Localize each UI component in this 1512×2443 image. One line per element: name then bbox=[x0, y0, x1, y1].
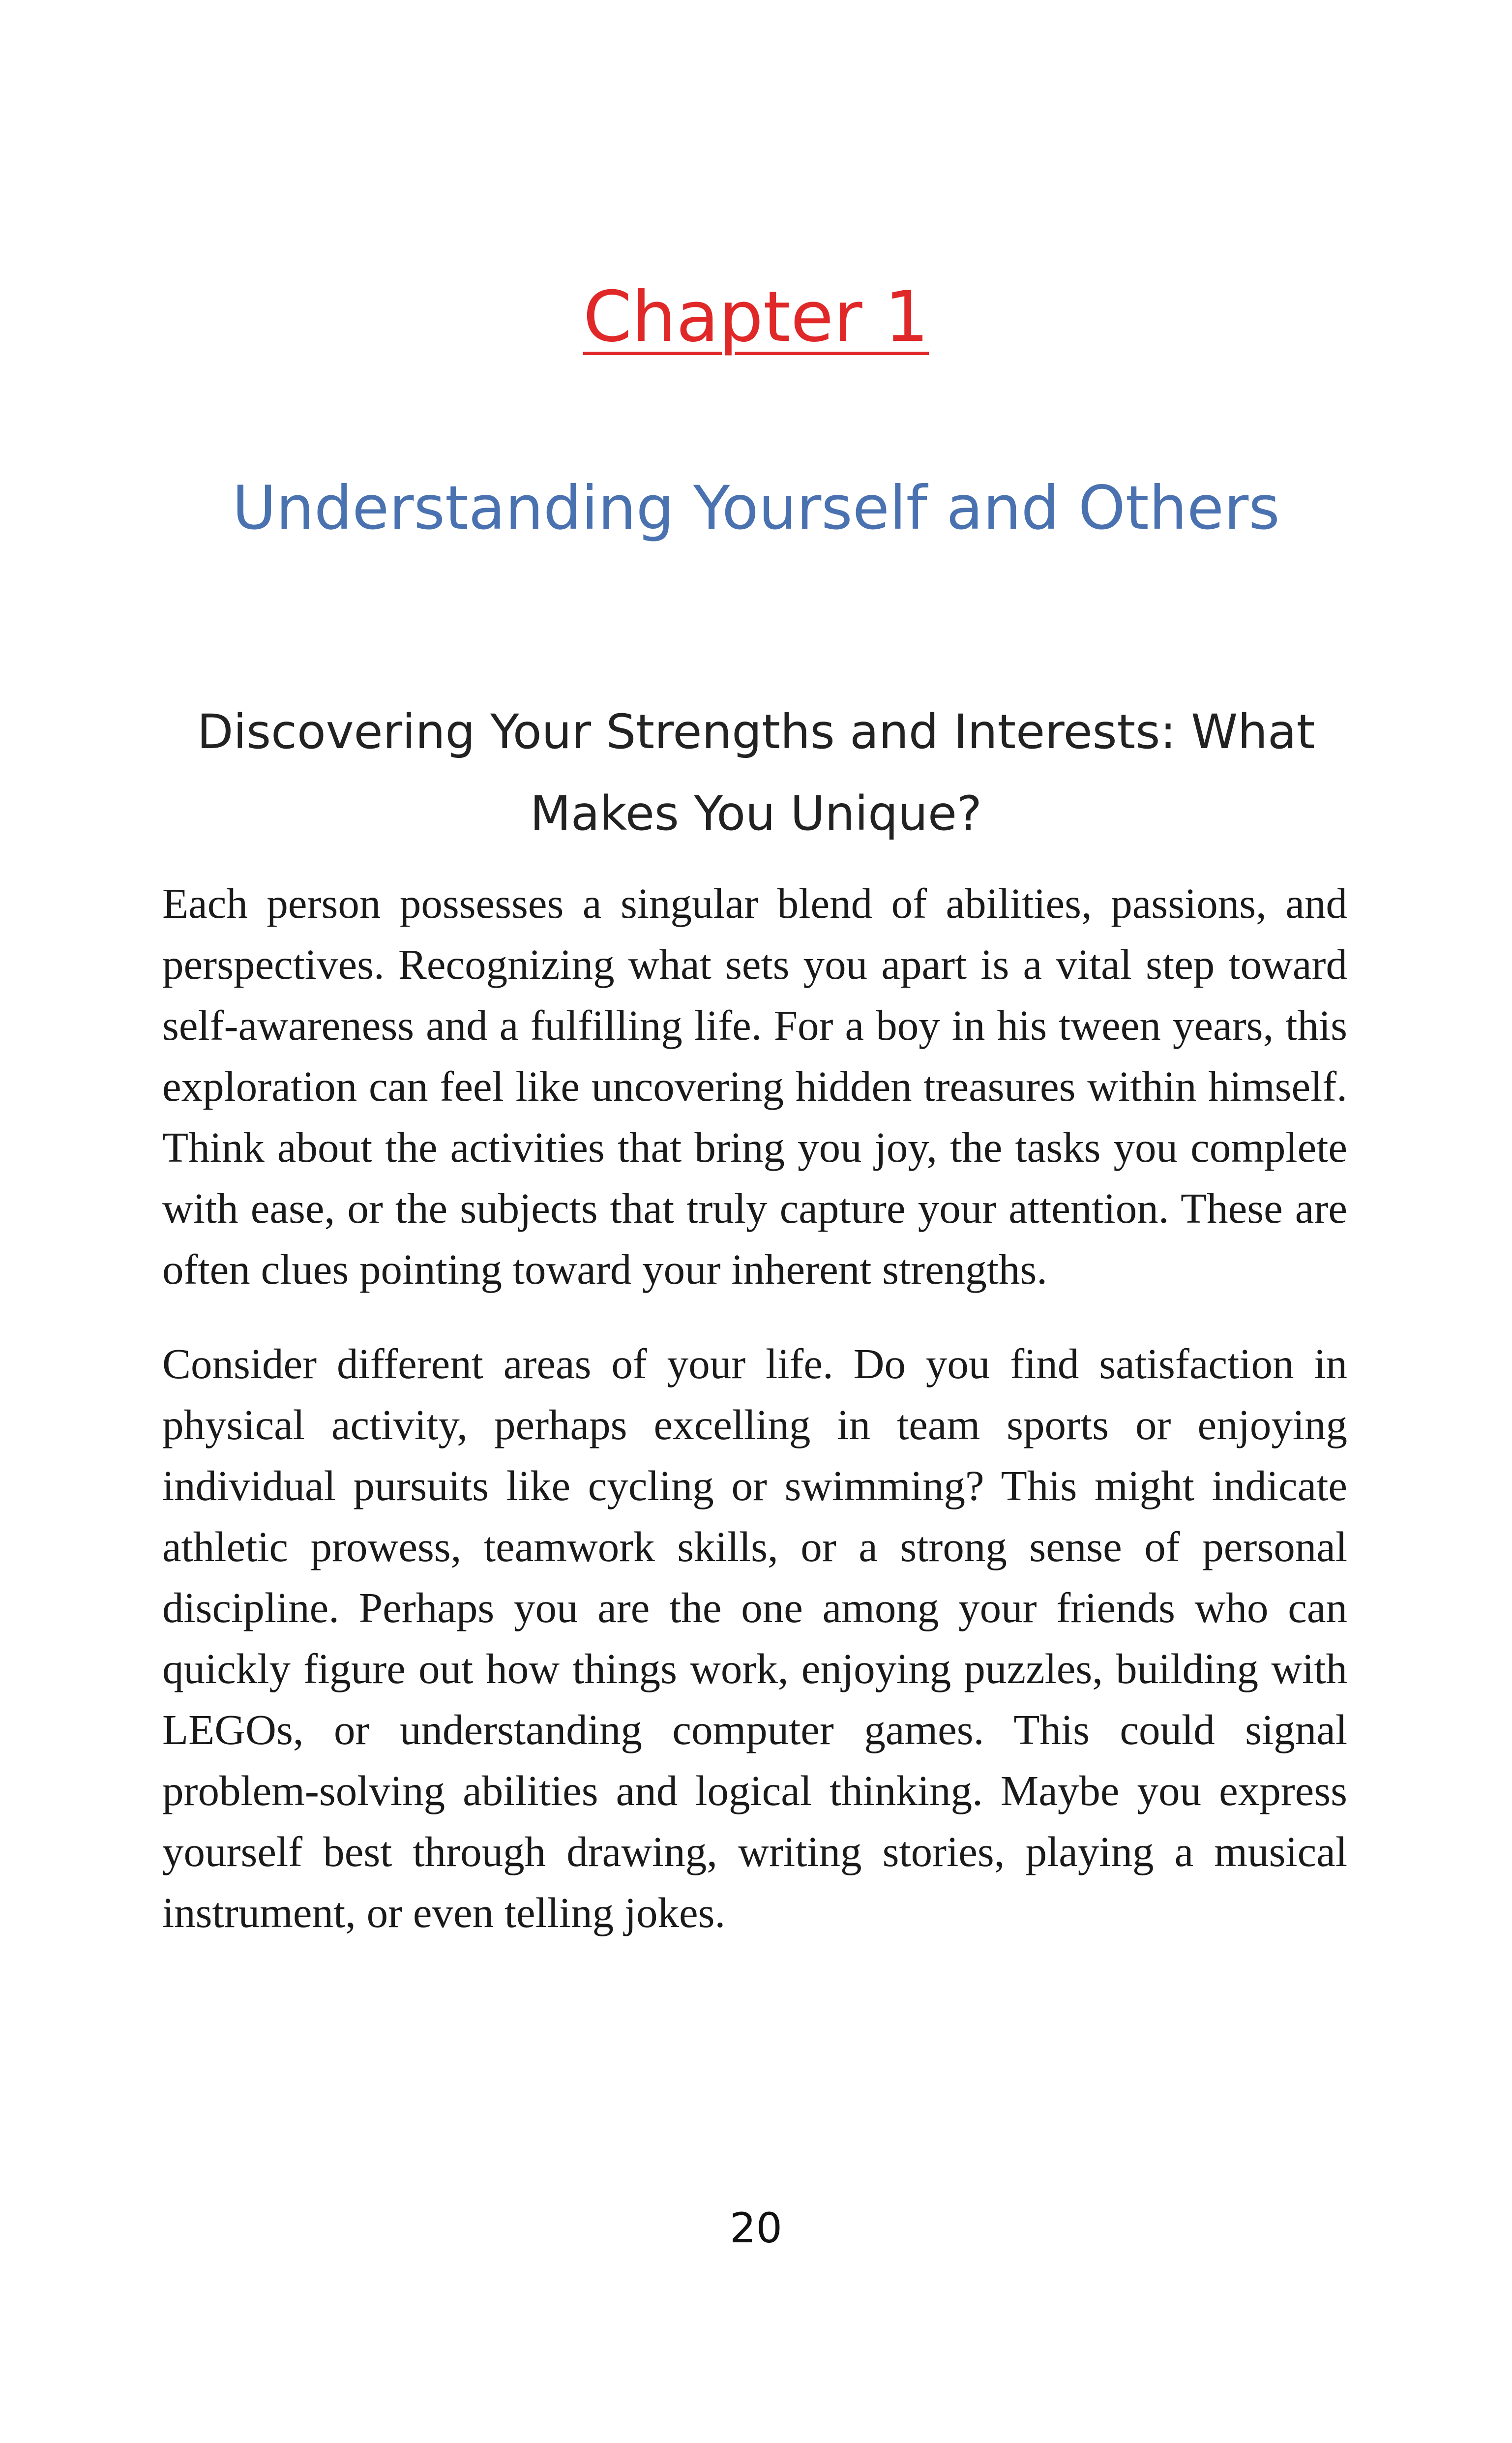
chapter-label: Chapter 1 bbox=[583, 276, 929, 358]
chapter-title: Understanding Yourself and Others bbox=[232, 473, 1280, 543]
body-text bbox=[162, 873, 1347, 1977]
section-heading: Discovering Your Strengths and Interests: What Makes You Unique? bbox=[197, 704, 1315, 841]
paragraph-1: Each person possesses a singular blend of abilities, passions, and perspectives. Recognizing what sets you apart is a vital step toward self-awareness and a fulfilling life. For a boy in his tween years, this exploration can feel like uncovering hidden treasures within himself. Think about the activities that bring you joy, the tasks you complete with ease, or the subjects that truly capture your attention. These are often clues pointing toward your inherent strengths. bbox=[162, 879, 1347, 1293]
paragraph-2: Consider different areas of your life. Do you find satisfaction in physical activity, perhaps excelling in team sports or enjoying individual pursuits like cycling or swimming? This might indicate athletic prowess, teamwork skills, or a strong sense of personal discipline. Perhaps you are the one among your friends who can quickly figure out how things work, enjoying puzzles, building with LEGOs, or understanding computer games. This could signal problem-solving abilities and logical thinking. Maybe you express yourself best through drawing, writing stories, playing a musical instrument, or even telling jokes. bbox=[162, 1340, 1347, 1936]
page-number: 20 bbox=[730, 2204, 782, 2252]
